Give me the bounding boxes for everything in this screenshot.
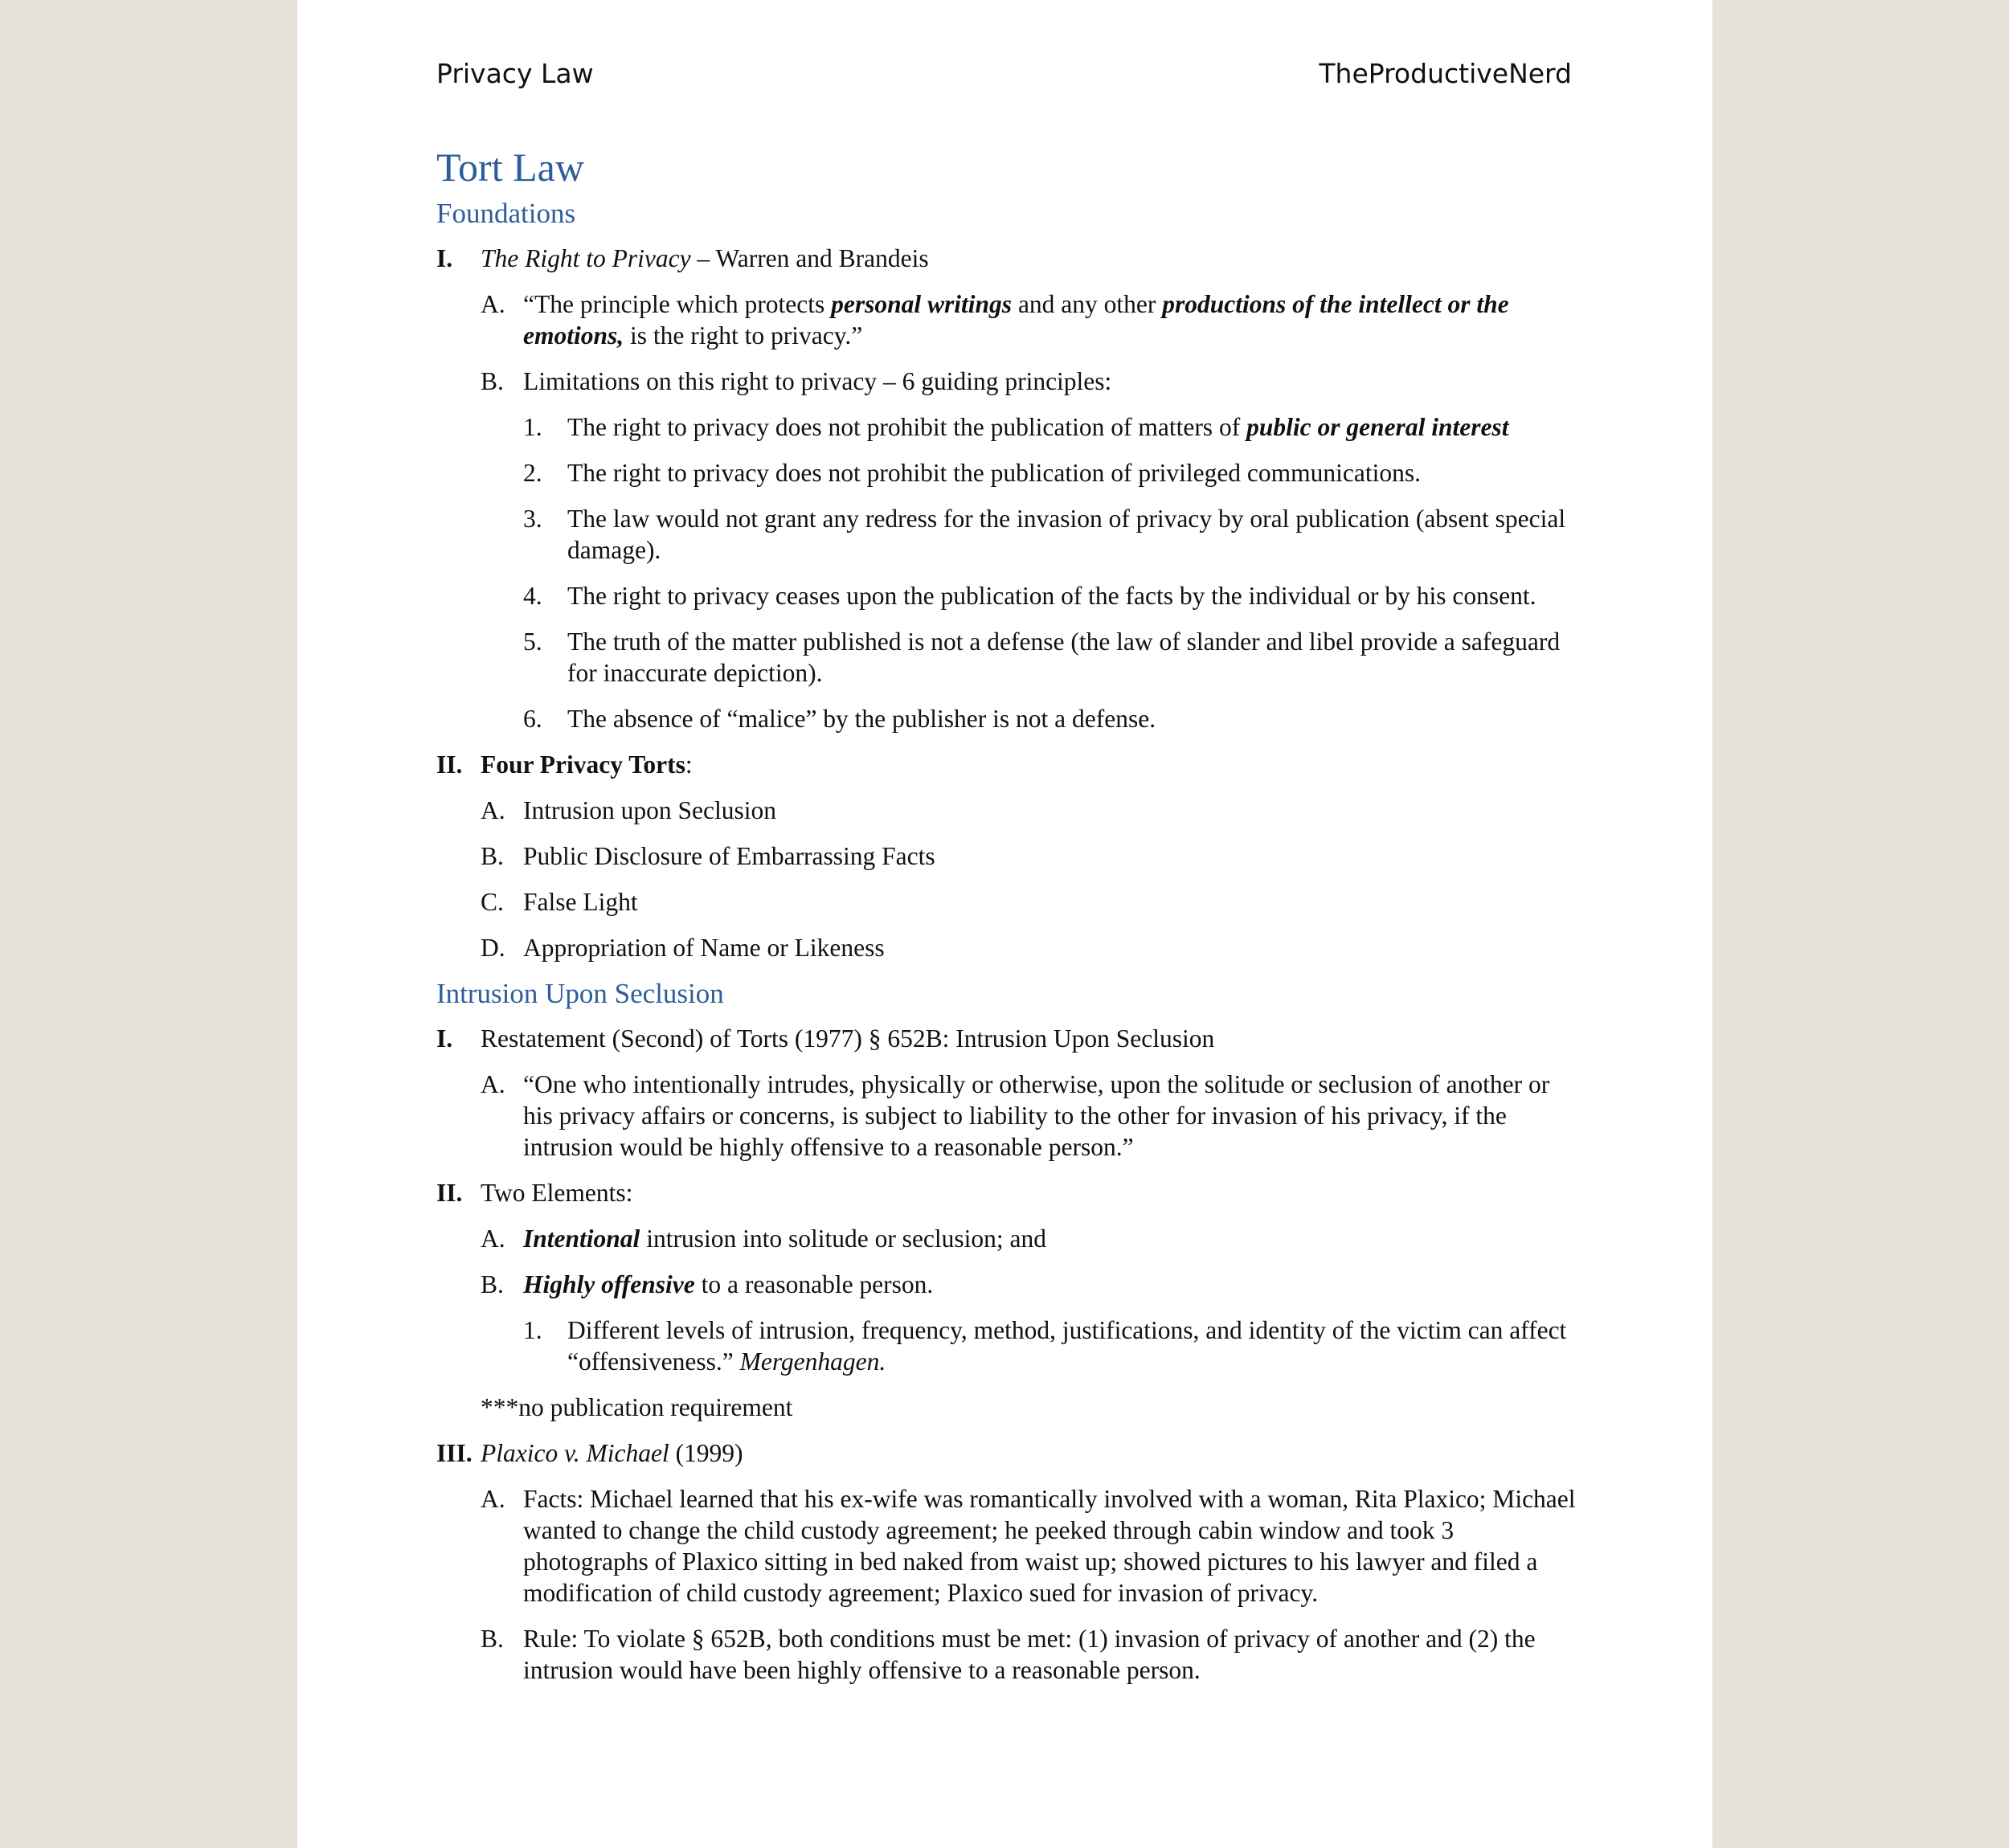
outline-text: The right to privacy ceases upon the publication of the facts by the individual or by his consent.	[567, 582, 1536, 610]
outline-text: Intrusion upon Seclusion	[523, 796, 776, 824]
outline-marker: 3.	[523, 505, 542, 533]
outline-text: :	[685, 750, 693, 779]
outline-marker: B.	[481, 1270, 504, 1298]
list-item	[436, 457, 1577, 489]
outline-text: False Light	[523, 888, 638, 916]
outline-text: Appropriation of Name or Likeness	[523, 934, 885, 962]
emphasis-text: productions of the intellect or the emotions,	[523, 290, 1509, 350]
outline-marker: A.	[481, 796, 505, 824]
outline-text: “One who intentionally intrudes, physically or otherwise, upon the solitude or seclusion of another or his privacy affairs or concerns, is subject to liability to the other for invasion of his privacy, if the intrusion would be highly offensive to a reasonable person.”	[523, 1070, 1550, 1161]
outline-text: The right to privacy does not prohibit the publication of matters of	[567, 413, 1247, 441]
outline-text: Different levels of intrusion, frequency, method, justifications, and identity of the victim can affect “offensiveness.”	[567, 1316, 1567, 1376]
outline-text: Facts: Michael learned that his ex-wife was romantically involved with a woman, Rita Plaxico; Michael wanted to change the child custody agreement; he peeked through cabin window and took 3 photographs of Plaxico sitting in bed naked from waist up; showed pictures to his lawyer and filed a modification of child custody agreement; Plaxico sued for invasion of privacy.	[523, 1485, 1576, 1607]
outline-marker: 5.	[523, 628, 542, 656]
header-left: Privacy Law	[436, 58, 594, 89]
list-item	[436, 411, 1577, 443]
list-item	[436, 1314, 1577, 1377]
outline-marker: 1.	[523, 413, 542, 441]
outline-item	[436, 366, 1577, 397]
outline-text: Limitations on this right to privacy – 6 guiding principles:	[523, 367, 1112, 395]
emphasis-text: personal writings	[831, 290, 1013, 318]
emphasis-text: Intentional	[523, 1225, 640, 1253]
outline-text: “The principle which protects	[523, 290, 832, 318]
outline-marker: D.	[481, 934, 505, 962]
outline-text: The truth of the matter published is not a defense (the law of slander and libel provide a safeguard for inaccurate depiction).	[567, 628, 1561, 687]
outline-text: Two Elements:	[481, 1179, 633, 1207]
outline-text: (1999)	[669, 1439, 743, 1467]
outline-marker: II.	[436, 1179, 463, 1207]
outline-marker: B.	[481, 367, 504, 395]
list-item	[436, 580, 1577, 611]
outline-text: Public Disclosure of Embarrassing Facts	[523, 842, 935, 870]
outline-text: The right to privacy does not prohibit the publication of privileged communications.	[567, 459, 1422, 487]
outline-item	[436, 1437, 1577, 1469]
outline-text: Rule: To violate § 652B, both conditions must be met: (1) invasion of privacy of another and (2) the intrusion would have been highly offensive to a reasonable person.	[523, 1625, 1536, 1684]
outline-marker: I.	[436, 1024, 453, 1053]
note-text: ***no publication requirement	[481, 1393, 793, 1421]
header-right: TheProductiveNerd	[1319, 58, 1572, 89]
outline-item	[436, 749, 1577, 780]
outline-marker: II.	[436, 750, 463, 779]
document-title: Tort Law	[436, 145, 584, 190]
outline-marker: 6.	[523, 705, 542, 733]
list-item	[436, 840, 1577, 872]
emphasis-text: Highly offensive	[523, 1270, 695, 1298]
case-title: Plaxico v. Michael	[481, 1439, 669, 1467]
outline-marker: A.	[481, 1485, 505, 1513]
list-item	[436, 626, 1577, 689]
outline-marker: C.	[481, 888, 504, 916]
outline-marker: B.	[481, 842, 504, 870]
outline-marker: A.	[481, 290, 505, 318]
outline-item	[436, 1069, 1577, 1163]
list-item	[436, 886, 1577, 918]
outline-item	[436, 1623, 1577, 1686]
outline-item	[436, 1223, 1577, 1254]
outline-marker: I.	[436, 244, 453, 272]
outline-item	[436, 1483, 1577, 1609]
outline-marker: A.	[481, 1225, 505, 1253]
list-item	[436, 503, 1577, 566]
outline-item	[436, 243, 1577, 274]
outline-item	[436, 288, 1577, 351]
outline-text: Restatement (Second) of Torts (1977) § 652B: Intrusion Upon Seclusion	[481, 1024, 1215, 1053]
section-heading-intrusion: Intrusion Upon Seclusion	[436, 978, 724, 1009]
outline-marker: B.	[481, 1625, 504, 1653]
list-item	[436, 932, 1577, 963]
case-citation: Mergenhagen.	[739, 1347, 886, 1376]
outline-marker: 2.	[523, 459, 542, 487]
outline-item	[436, 1023, 1577, 1054]
outline-text: The absence of “malice” by the publisher is not a defense.	[567, 705, 1156, 733]
outline-text: to a reasonable person.	[694, 1270, 934, 1298]
outline-text: intrusion into solitude or seclusion; and	[640, 1225, 1047, 1253]
outline-text: is the right to privacy.”	[624, 321, 863, 350]
outline-text: – Warren and Brandeis	[690, 244, 929, 272]
outline-marker: 4.	[523, 582, 542, 610]
section-heading-foundations: Foundations	[436, 198, 576, 229]
outline-item	[436, 1269, 1577, 1300]
case-title: The Right to Privacy	[481, 244, 691, 272]
outline-item	[436, 1177, 1577, 1208]
document-body	[436, 143, 1577, 1700]
list-item	[436, 703, 1577, 734]
outline-text: The law would not grant any redress for the invasion of privacy by oral publication (absent special damage).	[567, 505, 1566, 564]
outline-text: and any other	[1012, 290, 1163, 318]
outline-marker: 1.	[523, 1316, 542, 1344]
outline-heading-text: Four Privacy Torts	[481, 750, 685, 779]
outline-marker: A.	[481, 1070, 505, 1098]
document-page	[297, 0, 1712, 1848]
outline-marker: III.	[436, 1439, 473, 1467]
emphasis-text: public or general interest	[1246, 413, 1509, 441]
list-item	[436, 795, 1577, 826]
